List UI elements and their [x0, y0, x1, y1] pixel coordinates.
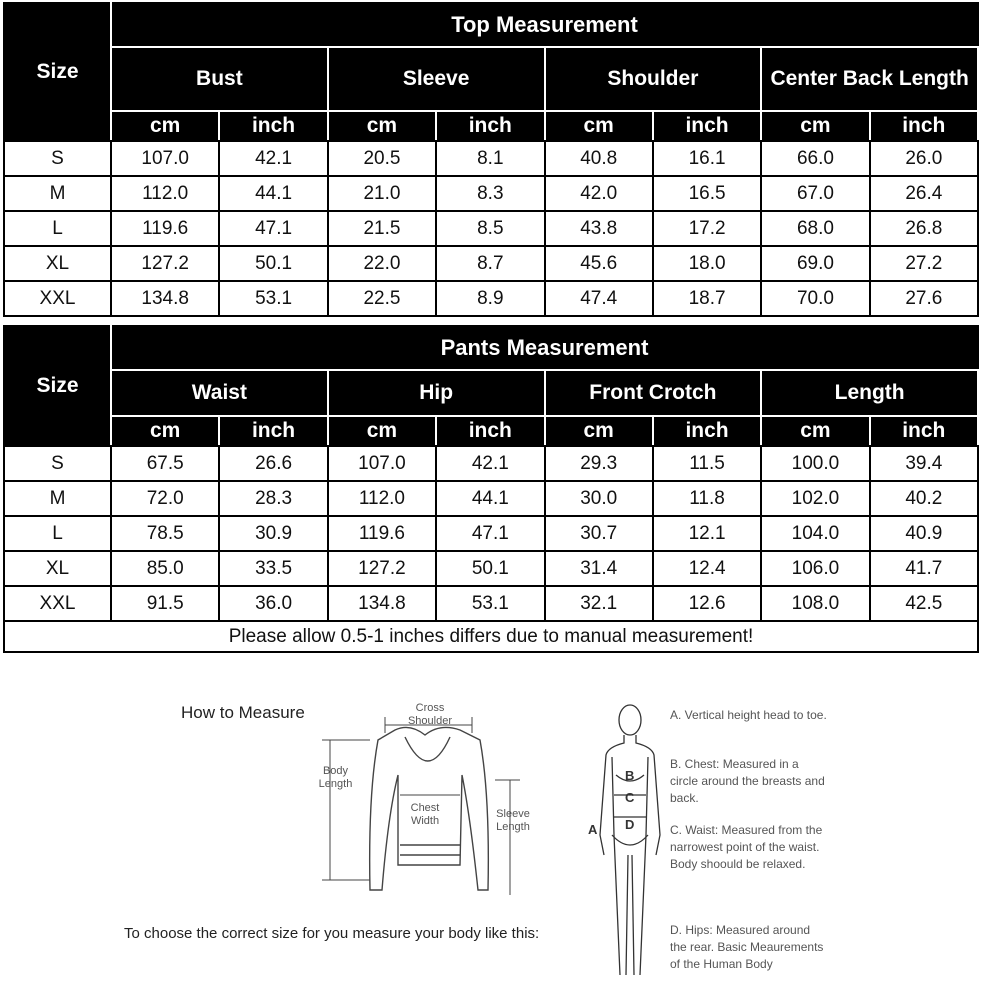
- unit-header: cm: [328, 111, 436, 141]
- value-cell: 12.1: [653, 516, 761, 551]
- unit-header: cm: [761, 416, 869, 446]
- unit-header: cm: [111, 111, 219, 141]
- value-cell: 53.1: [219, 281, 327, 316]
- value-cell: 8.9: [436, 281, 544, 316]
- value-cell: 69.0: [761, 246, 869, 281]
- group-header: Front Crotch: [545, 370, 762, 416]
- value-cell: 68.0: [761, 211, 869, 246]
- unit-header-row: [4, 416, 978, 446]
- group-header-row: [4, 47, 978, 111]
- unit-header: inch: [436, 416, 544, 446]
- value-cell: 11.5: [653, 446, 761, 481]
- value-cell: 21.5: [328, 211, 436, 246]
- value-cell: 33.5: [219, 551, 327, 586]
- sleeve-length-label: Sleeve Length: [496, 808, 530, 833]
- value-cell: 11.8: [653, 481, 761, 516]
- value-cell: 29.3: [545, 446, 653, 481]
- value-cell: 107.0: [111, 141, 219, 176]
- value-cell: 112.0: [111, 176, 219, 211]
- value-cell: 102.0: [761, 481, 869, 516]
- cross-shoulder-label: Cross Shoulder: [407, 702, 453, 727]
- group-header: Waist: [111, 370, 328, 416]
- value-cell: 30.7: [545, 516, 653, 551]
- group-header: Length: [761, 370, 978, 416]
- value-cell: 26.8: [870, 211, 978, 246]
- value-cell: 78.5: [111, 516, 219, 551]
- unit-header: inch: [870, 111, 978, 141]
- size-cell: XXL: [4, 281, 111, 316]
- value-cell: 22.0: [328, 246, 436, 281]
- unit-header: cm: [761, 111, 869, 141]
- value-cell: 134.8: [328, 586, 436, 621]
- value-cell: 50.1: [436, 551, 544, 586]
- value-cell: 41.7: [870, 551, 978, 586]
- value-cell: 8.3: [436, 176, 544, 211]
- measure-guide: [0, 680, 983, 993]
- choose-size-text: To choose the correct size for you measure your body like this:: [124, 925, 540, 942]
- value-cell: 26.4: [870, 176, 978, 211]
- unit-header: inch: [870, 416, 978, 446]
- group-header: Sleeve: [328, 47, 545, 111]
- value-cell: 12.6: [653, 586, 761, 621]
- value-cell: 28.3: [219, 481, 327, 516]
- table-row: [4, 586, 978, 621]
- group-header-row: [4, 370, 978, 416]
- unit-header: inch: [653, 111, 761, 141]
- top-measurement-table: [3, 2, 979, 317]
- unit-header: inch: [436, 111, 544, 141]
- value-cell: 39.4: [870, 446, 978, 481]
- value-cell: 18.7: [653, 281, 761, 316]
- value-cell: 66.0: [761, 141, 869, 176]
- table-row: [4, 481, 978, 516]
- size-header: Size: [4, 3, 111, 141]
- value-cell: 119.6: [328, 516, 436, 551]
- group-header: Bust: [111, 47, 328, 111]
- value-cell: 91.5: [111, 586, 219, 621]
- unit-header: cm: [111, 416, 219, 446]
- value-cell: 31.4: [545, 551, 653, 586]
- value-cell: 42.5: [870, 586, 978, 621]
- group-header: Shoulder: [545, 47, 762, 111]
- value-cell: 22.5: [328, 281, 436, 316]
- table-body: [4, 141, 978, 316]
- value-cell: 50.1: [219, 246, 327, 281]
- value-cell: 16.1: [653, 141, 761, 176]
- value-cell: 106.0: [761, 551, 869, 586]
- chest-width-label: Chest Width: [410, 802, 440, 827]
- value-cell: 26.0: [870, 141, 978, 176]
- unit-header: inch: [653, 416, 761, 446]
- value-cell: 70.0: [761, 281, 869, 316]
- value-cell: 42.1: [219, 141, 327, 176]
- value-cell: 18.0: [653, 246, 761, 281]
- table-row: [4, 176, 978, 211]
- value-cell: 42.0: [545, 176, 653, 211]
- value-cell: 27.6: [870, 281, 978, 316]
- value-cell: 26.6: [219, 446, 327, 481]
- value-cell: 47.4: [545, 281, 653, 316]
- group-header: Hip: [328, 370, 545, 416]
- value-cell: 85.0: [111, 551, 219, 586]
- value-cell: 8.1: [436, 141, 544, 176]
- figure-letter-d: D: [625, 817, 635, 832]
- value-cell: 104.0: [761, 516, 869, 551]
- table-title: Top Measurement: [111, 3, 978, 47]
- unit-header-row: [4, 111, 978, 141]
- value-cell: 44.1: [436, 481, 544, 516]
- value-cell: 30.0: [545, 481, 653, 516]
- group-header: Center Back Length: [761, 47, 978, 111]
- value-cell: 100.0: [761, 446, 869, 481]
- size-cell: XL: [4, 551, 111, 586]
- table-title: Pants Measurement: [111, 326, 978, 370]
- body-length-label: Body Length: [318, 765, 353, 790]
- value-cell: 67.0: [761, 176, 869, 211]
- table-row: [4, 446, 978, 481]
- size-cell: XL: [4, 246, 111, 281]
- value-cell: 47.1: [219, 211, 327, 246]
- size-cell: M: [4, 176, 111, 211]
- value-cell: 40.8: [545, 141, 653, 176]
- legend-c: C. Waist: Measured from the narrowest point of the waist. Body shoould be relaxed.: [670, 823, 823, 871]
- table-row: [4, 551, 978, 586]
- value-cell: 40.9: [870, 516, 978, 551]
- size-cell: L: [4, 211, 111, 246]
- value-cell: 107.0: [328, 446, 436, 481]
- value-cell: 12.4: [653, 551, 761, 586]
- pants-measurement-table: [3, 325, 979, 653]
- table-row: [4, 246, 978, 281]
- value-cell: 45.6: [545, 246, 653, 281]
- value-cell: 21.0: [328, 176, 436, 211]
- size-cell: L: [4, 516, 111, 551]
- value-cell: 27.2: [870, 246, 978, 281]
- how-to-measure-heading: How to Measure: [181, 703, 305, 722]
- table-row: [4, 141, 978, 176]
- value-cell: 8.7: [436, 246, 544, 281]
- figure-letter-c: C: [625, 790, 635, 805]
- value-cell: 32.1: [545, 586, 653, 621]
- size-cell: M: [4, 481, 111, 516]
- value-cell: 47.1: [436, 516, 544, 551]
- value-cell: 42.1: [436, 446, 544, 481]
- size-cell: XXL: [4, 586, 111, 621]
- unit-header: cm: [328, 416, 436, 446]
- value-cell: 72.0: [111, 481, 219, 516]
- unit-header: cm: [545, 111, 653, 141]
- value-cell: 134.8: [111, 281, 219, 316]
- value-cell: 127.2: [111, 246, 219, 281]
- legend-a: A. Vertical height head to toe.: [670, 708, 827, 722]
- table-row: [4, 211, 978, 246]
- value-cell: 44.1: [219, 176, 327, 211]
- body-figure-illustration: [590, 695, 670, 990]
- value-cell: 40.2: [870, 481, 978, 516]
- table-row: [4, 281, 978, 316]
- value-cell: 8.5: [436, 211, 544, 246]
- size-cell: S: [4, 446, 111, 481]
- value-cell: 119.6: [111, 211, 219, 246]
- table-body: [4, 446, 978, 621]
- unit-header: inch: [219, 111, 327, 141]
- value-cell: 30.9: [219, 516, 327, 551]
- value-cell: 112.0: [328, 481, 436, 516]
- unit-header: cm: [545, 416, 653, 446]
- size-cell: S: [4, 141, 111, 176]
- value-cell: 43.8: [545, 211, 653, 246]
- value-cell: 17.2: [653, 211, 761, 246]
- figure-letter-a: A: [588, 822, 598, 837]
- value-cell: 108.0: [761, 586, 869, 621]
- measurement-note: Please allow 0.5-1 inches differs due to manual measurement!: [4, 621, 978, 652]
- legend-d: D. Hips: Measured around the rear. Basic Meaurements of the Human Body: [670, 923, 824, 971]
- value-cell: 127.2: [328, 551, 436, 586]
- legend-b: B. Chest: Measured in a circle around the breasts and back.: [670, 757, 825, 805]
- value-cell: 53.1: [436, 586, 544, 621]
- table-row: [4, 516, 978, 551]
- value-cell: 36.0: [219, 586, 327, 621]
- value-cell: 67.5: [111, 446, 219, 481]
- size-header: Size: [4, 326, 111, 446]
- value-cell: 20.5: [328, 141, 436, 176]
- value-cell: 16.5: [653, 176, 761, 211]
- unit-header: inch: [219, 416, 327, 446]
- figure-letter-b: B: [625, 768, 635, 783]
